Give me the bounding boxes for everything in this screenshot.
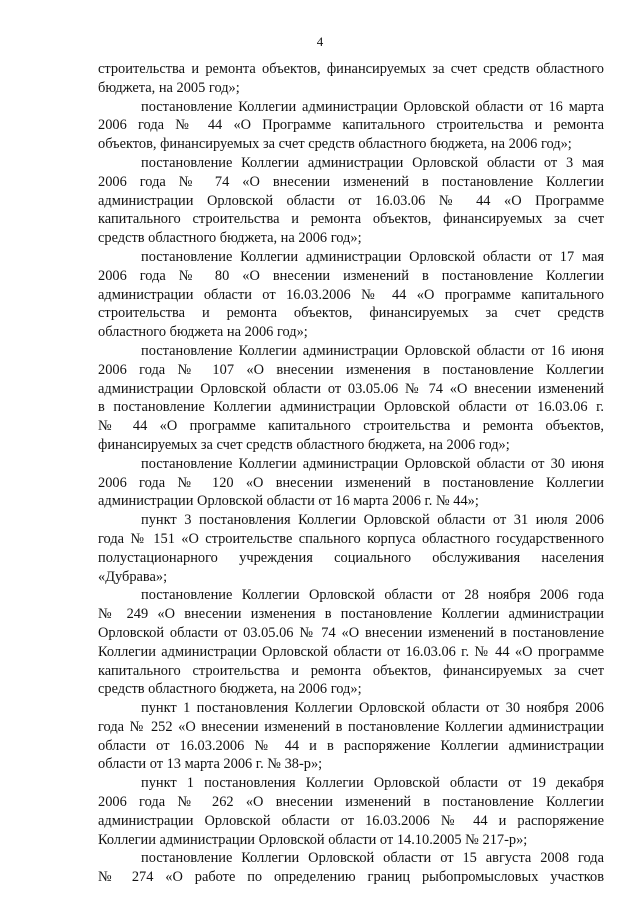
text-line: постановление Коллегии администрации Орловской области от 16 марта (141, 98, 604, 115)
text-line: пункт 3 постановления Коллегии Орловской области от 31 июля 2006 (141, 512, 604, 529)
text-line: полустационарного учреждения социального обслуживания населения (98, 549, 604, 566)
text-line: области от 13 марта 2006 г. № 38-р»; (98, 756, 323, 773)
text-line: года № 252 «О внесении изменений в постановление Коллегии администрации (98, 718, 604, 735)
text-line: администрации Орловской области от 03.05.06 № 74 «О внесении изменений (98, 380, 604, 397)
text-line: бюджета, на 2005 год»; (98, 79, 240, 96)
text-line: областного бюджета на 2006 год»; (98, 324, 308, 341)
text-line: администрации Орловской области от 16.03.06 № 44 «О Программе (98, 192, 604, 209)
text-line: Коллегии администрации Орловской области от 16.03.06 г. № 44 «О программе (98, 643, 604, 660)
paragraph-clause (98, 511, 604, 586)
text-line: постановление Коллегии администрации Орловской области от 16 июня (141, 342, 604, 359)
paragraph-resolution (98, 849, 604, 887)
paragraph-resolution (98, 586, 604, 699)
text-line: средств областного бюджета, на 2006 год»; (98, 681, 362, 698)
text-line: № 274 «О работе по определению границ рыбопромысловых участков (98, 869, 604, 886)
text-line: года № 151 «О строительстве спального корпуса областного государственного (98, 530, 604, 547)
text-line: строительства и ремонта объектов, финансируемых за счет средств (98, 305, 604, 322)
text-line: капитального строительства и ремонта объектов, финансируемых за счет (98, 662, 604, 679)
paragraph-resolution (98, 342, 604, 455)
text-line: № 249 «О внесении изменения в постановление Коллегии администрации (98, 606, 604, 623)
text-line: постановление Коллегии Орловской области от 15 августа 2008 года (141, 850, 604, 867)
text-line: «Дубрава»; (98, 568, 168, 585)
text-line: объектов, финансируемых за счет средств областного бюджета, на 2006 год»; (98, 136, 572, 153)
text-line: в постановление Коллегии администрации Орловской области от 16.03.06 г. (98, 399, 604, 416)
paragraph-clause (98, 699, 604, 774)
document-body (98, 60, 604, 887)
text-line: капитального строительства и ремонта объектов, финансируемых за счет (98, 211, 604, 228)
text-line: администрации области от 16.03.2006 № 44 «О программе капитального (98, 286, 604, 303)
text-line: постановление Коллегии администрации Орловской области от 3 мая (141, 154, 604, 171)
text-line: 2006 года № 74 «О внесении изменений в постановление Коллегии (98, 173, 604, 190)
paragraph-continuation (98, 60, 604, 98)
text-line: постановление Коллегии администрации Орловской области от 30 июня (141, 455, 604, 472)
text-line: администрации Орловской области от 16 марта 2006 г. № 44»; (98, 493, 479, 510)
text-line: 2006 года № 262 «О внесении изменений в постановление Коллегии (98, 794, 604, 811)
text-line: 2006 года № 120 «О внесении изменений в постановление Коллегии (98, 474, 604, 491)
paragraph-resolution (98, 154, 604, 248)
text-line: пункт 1 постановления Коллегии Орловской области от 19 декабря (141, 775, 604, 792)
text-line: администрации Орловской области от 16.03.2006 № 44 и распоряжение (98, 812, 604, 829)
text-line: 2006 года № 80 «О внесении изменений в постановление Коллегии (98, 267, 604, 284)
page-number: 4 (316, 34, 324, 49)
text-line: 2006 года № 107 «О внесении изменения в постановление Коллегии (98, 361, 604, 378)
text-line: 2006 года № 44 «О Программе капитального строительства и ремонта (98, 117, 604, 134)
text-line: № 44 «О программе капитального строительства и ремонта объектов, (98, 418, 604, 435)
paragraph-resolution (98, 455, 604, 511)
text-line: средств областного бюджета, на 2006 год»; (98, 230, 362, 247)
text-line: пункт 1 постановления Коллегии Орловской области от 30 ноября 2006 (141, 700, 604, 717)
text-line: постановление Коллегии администрации Орловской области от 17 мая (141, 248, 604, 265)
text-line: Орловской области от 03.05.06 № 74 «О внесении изменений в постановление (98, 624, 604, 641)
paragraph-resolution (98, 248, 604, 342)
text-line: Коллегии администрации Орловской области от 14.10.2005 № 217-р»; (98, 831, 528, 848)
text-line: постановление Коллегии Орловской области от 28 ноября 2006 года (141, 587, 604, 604)
text-line: строительства и ремонта объектов, финансируемых за счет средств областного (98, 61, 604, 77)
text-line: финансируемых за счет средств областного бюджета, на 2006 год»; (98, 436, 510, 453)
text-line: области от 16.03.2006 № 44 и в распоряжение Коллегии администрации (98, 737, 604, 754)
paragraph-resolution (98, 98, 604, 154)
paragraph-clause (98, 774, 604, 849)
